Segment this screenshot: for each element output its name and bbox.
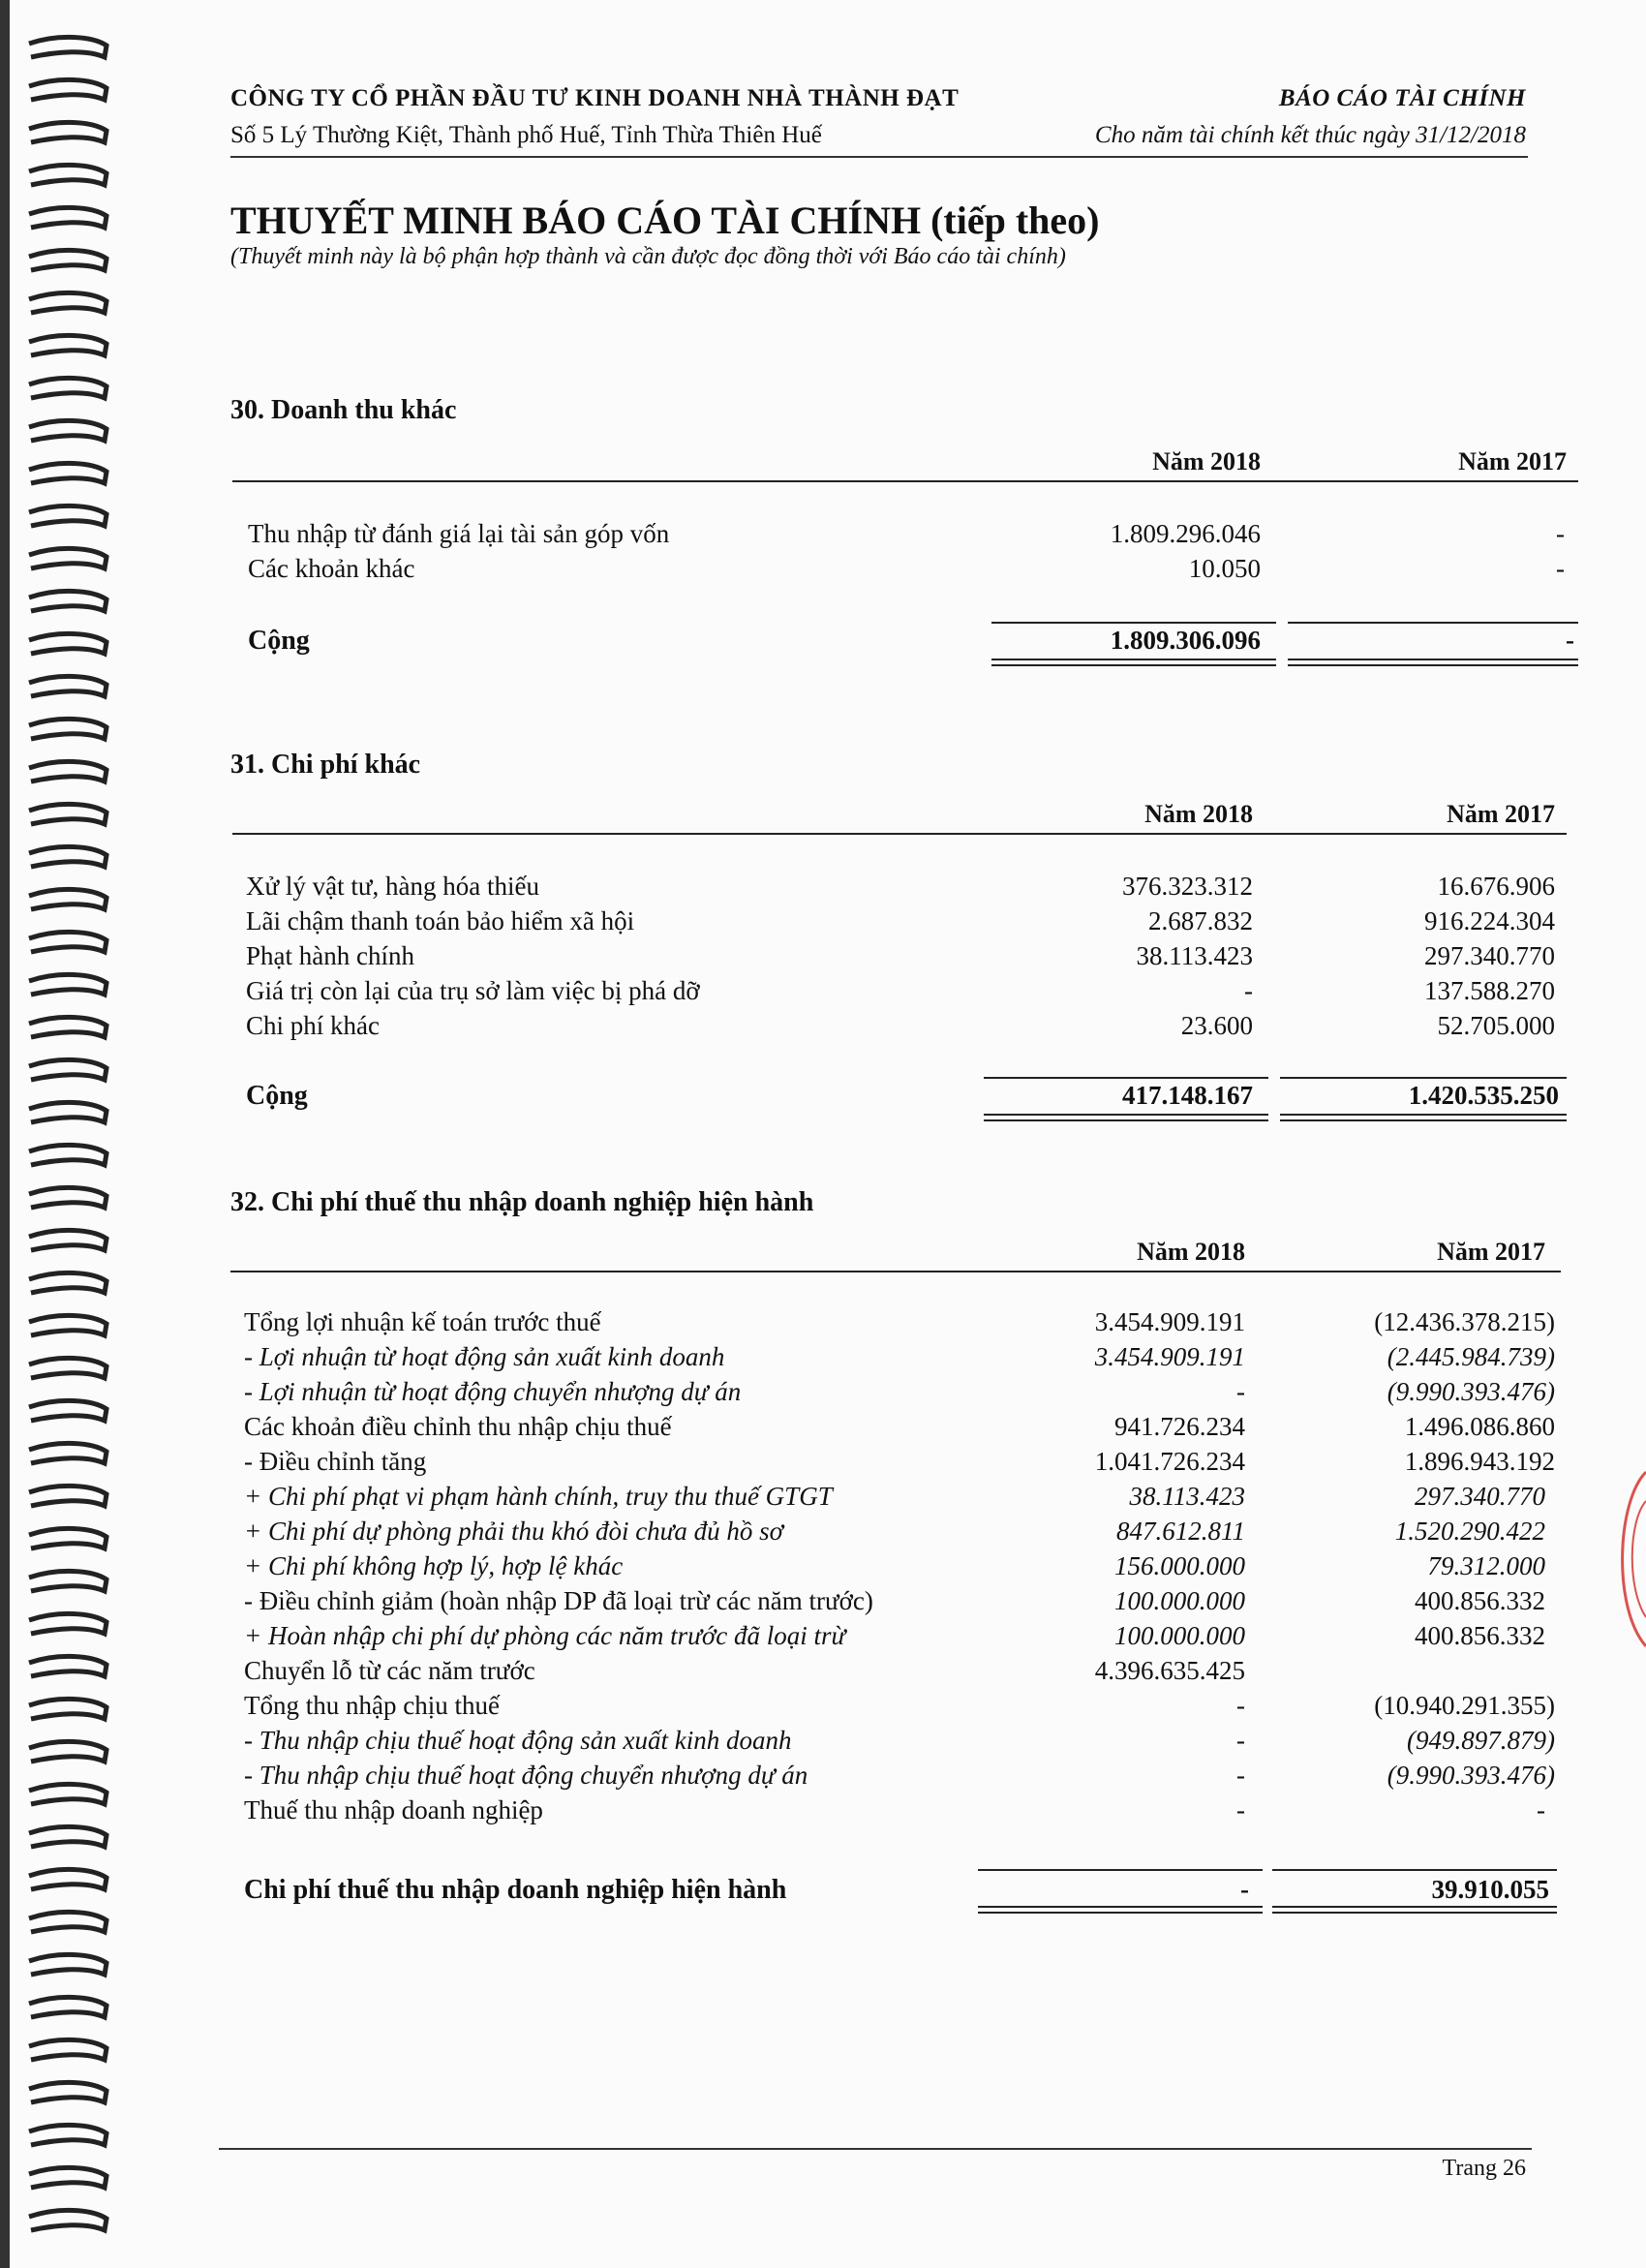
table-cell-2017: 916.224.304	[1424, 906, 1555, 935]
table-header-rule	[230, 1271, 1561, 1272]
binding-coil	[29, 165, 107, 185]
binding-coil	[29, 1102, 107, 1122]
binding-coil	[29, 1358, 107, 1378]
total-double-rule	[984, 1114, 1268, 1121]
table-row-label: Thu nhập từ đánh giá lại tài sản góp vốn	[248, 519, 670, 548]
table-row-label: - Thu nhập chịu thuế hoạt động chuyển nhượng dự án	[244, 1761, 808, 1790]
binding-coil	[29, 2082, 107, 2102]
table-row-label: Các khoản điều chỉnh thu nhập chịu thuế	[244, 1412, 672, 1441]
binding-coil	[29, 633, 107, 654]
total-rule	[978, 1869, 1263, 1871]
binding-coil	[29, 1230, 107, 1250]
stamp-fragment	[1607, 1462, 1646, 1656]
binding-coil	[29, 591, 107, 611]
table-header-rule	[232, 833, 1567, 835]
report-type: BÁO CÁO TÀI CHÍNH	[1278, 85, 1526, 111]
report-period: Cho năm tài chính kết thúc ngày 31/12/2018	[1094, 122, 1526, 148]
binding-coil	[29, 1997, 107, 2017]
binding-coil	[29, 932, 107, 952]
total-2017: 39.910.055	[1431, 1875, 1549, 1904]
total-rule	[1280, 1077, 1567, 1079]
page-subtitle: (Thuyết minh này là bộ phận hợp thành và cần được đọc đồng thời với Báo cáo tài chính)	[230, 244, 1066, 269]
binding-coil	[29, 506, 107, 526]
spiral-binding	[0, 0, 116, 2268]
table-cell-2017: (2.445.984.739)	[1387, 1342, 1555, 1371]
total-double-rule	[991, 659, 1276, 666]
total-double-rule	[978, 1906, 1263, 1914]
binding-coil	[29, 1272, 107, 1293]
table-cell-2017: (9.990.393.476)	[1387, 1377, 1555, 1406]
table-cell-2018: 156.000.000	[1114, 1551, 1245, 1580]
table-cell-2017: (9.990.393.476)	[1387, 1761, 1555, 1790]
total-rule	[991, 622, 1276, 624]
table-row-label: Lãi chậm thanh toán bảo hiểm xã hội	[246, 906, 635, 935]
table-cell-2017: 400.856.332	[1415, 1586, 1545, 1615]
table-cell-2018: -	[1236, 1795, 1245, 1824]
table-cell-2017: 52.705.000	[1437, 1011, 1555, 1040]
binding-coil	[29, 2125, 107, 2145]
table-cell-2017: 137.588.270	[1424, 976, 1555, 1005]
col-header-2017: Năm 2017	[1447, 800, 1555, 828]
table-cell-2017: 1.896.943.192	[1404, 1447, 1555, 1476]
binding-coil	[29, 548, 107, 568]
binding-coil	[29, 2167, 107, 2188]
table-cell-2018: 847.612.811	[1116, 1517, 1245, 1546]
binding-coil	[29, 1826, 107, 1847]
section-title: 31. Chi phí khác	[230, 750, 421, 780]
table-cell-2018: 1.809.296.046	[1110, 519, 1261, 548]
table-header-rule	[232, 480, 1578, 482]
table-row-label: + Hoàn nhập chi phí dự phòng các năm trước đã loại trừ	[244, 1621, 846, 1650]
table-cell-2018: 38.113.423	[1136, 941, 1253, 970]
table-cell-2017: -	[1556, 554, 1565, 583]
binding-coil	[29, 1443, 107, 1463]
table-row-label: Phạt hành chính	[246, 941, 414, 970]
table-cell-2018: -	[1236, 1377, 1245, 1406]
binding-coil	[29, 846, 107, 867]
table-cell-2017: 1.520.290.422	[1394, 1517, 1545, 1546]
table-cell-2018: 3.454.909.191	[1094, 1307, 1245, 1336]
col-header-2018: Năm 2018	[1144, 800, 1253, 828]
table-cell-2017: (10.940.291.355)	[1374, 1691, 1555, 1720]
table-cell-2017: (12.436.378.215)	[1374, 1307, 1555, 1336]
table-cell-2017: 79.312.000	[1427, 1551, 1545, 1580]
table-row-label: + Chi phí phạt vi phạm hành chính, truy thu thuế GTGT	[244, 1482, 833, 1511]
table-row-label: Tổng lợi nhuận kế toán trước thuế	[244, 1307, 601, 1336]
table-cell-2018: -	[1236, 1726, 1245, 1755]
header-divider	[230, 156, 1528, 158]
total-2018: 1.809.306.096	[1110, 626, 1261, 655]
binding-coil	[29, 761, 107, 782]
binding-coil	[29, 2039, 107, 2060]
section-title: 30. Doanh thu khác	[230, 395, 457, 425]
total-rule	[1272, 1869, 1557, 1871]
table-cell-2018: 10.050	[1188, 554, 1261, 583]
table-row-label: - Thu nhập chịu thuế hoạt động sản xuất kinh doanh	[244, 1726, 792, 1755]
footer-divider	[219, 2148, 1532, 2150]
total-double-rule	[1288, 659, 1578, 666]
table-cell-2018: 23.600	[1180, 1011, 1253, 1040]
binding-coil	[29, 1954, 107, 1975]
binding-coil	[29, 420, 107, 441]
table-cell-2018: 941.726.234	[1114, 1412, 1245, 1441]
binding-coil	[29, 378, 107, 398]
col-header-2018: Năm 2018	[1137, 1238, 1245, 1266]
company-address: Số 5 Lý Thường Kiệt, Thành phố Huế, Tỉnh Thừa Thiên Huế	[230, 122, 822, 148]
table-cell-2018: -	[1244, 976, 1253, 1005]
binding-coil	[29, 1571, 107, 1591]
binding-coil	[29, 463, 107, 483]
table-cell-2017: -	[1537, 1795, 1545, 1824]
table-cell-2018: -	[1236, 1761, 1245, 1790]
company-name: CÔNG TY CỔ PHẦN ĐẦU TƯ KINH DOANH NHÀ THÀNH ĐẠT	[230, 85, 960, 111]
binding-coil	[29, 1145, 107, 1165]
total-2017: 1.420.535.250	[1408, 1081, 1559, 1110]
total-double-rule	[1272, 1906, 1557, 1914]
table-row-label: Thuế thu nhập doanh nghiệp	[244, 1795, 543, 1824]
binding-coil	[29, 1741, 107, 1762]
binding-coil	[29, 1784, 107, 1804]
total-2018: 417.148.167	[1122, 1081, 1253, 1110]
binding-coil	[29, 2210, 107, 2230]
table-cell-2017: (949.897.879)	[1407, 1726, 1555, 1755]
col-header-2018: Năm 2018	[1152, 447, 1261, 475]
total-double-rule	[1280, 1114, 1567, 1121]
binding-coil	[29, 1059, 107, 1080]
page-number: Trang 26	[1442, 2156, 1526, 2181]
binding-coil	[29, 250, 107, 270]
table-cell-2018: 38.113.423	[1129, 1482, 1245, 1511]
binding-coil	[29, 719, 107, 739]
col-header-2017: Năm 2017	[1458, 447, 1567, 475]
binding-coil	[29, 1912, 107, 1932]
table-row-label: + Chi phí dự phòng phải thu khó đòi chưa đủ hồ sơ	[244, 1517, 784, 1546]
total-rule	[984, 1077, 1268, 1079]
table-cell-2017: 297.340.770	[1424, 941, 1555, 970]
table-cell-2018: 4.396.635.425	[1094, 1656, 1245, 1685]
binding-coil	[29, 1400, 107, 1421]
total-2017: -	[1566, 626, 1574, 655]
table-cell-2018: 100.000.000	[1114, 1621, 1245, 1650]
table-row-label: Các khoản khác	[248, 554, 415, 583]
binding-coil	[29, 292, 107, 313]
binding-coil	[29, 1869, 107, 1889]
table-cell-2018: 2.687.832	[1148, 906, 1253, 935]
table-cell-2017: 16.676.906	[1437, 872, 1555, 901]
binding-coil	[29, 1187, 107, 1208]
binding-coil	[29, 122, 107, 142]
table-row-label: Xử lý vật tư, hàng hóa thiếu	[246, 872, 539, 901]
binding-coil	[29, 37, 107, 57]
table-row-label: Giá trị còn lại của trụ sở làm việc bị phá dỡ	[246, 976, 700, 1005]
table-cell-2018: 3.454.909.191	[1094, 1342, 1245, 1371]
binding-coil	[29, 889, 107, 909]
table-cell-2017: -	[1556, 519, 1565, 548]
binding-coil	[29, 1486, 107, 1506]
table-cell-2017: 400.856.332	[1415, 1621, 1545, 1650]
table-cell-2018: 376.323.312	[1122, 872, 1253, 901]
binding-coil	[29, 804, 107, 824]
table-row-label: Chuyển lỗ từ các năm trước	[244, 1656, 535, 1685]
table-cell-2017: 1.496.086.860	[1404, 1412, 1555, 1441]
table-row-label: Tổng thu nhập chịu thuế	[244, 1691, 500, 1720]
binding-coil	[29, 676, 107, 696]
table-row-label: Chi phí khác	[246, 1011, 380, 1040]
total-label: Cộng	[248, 626, 310, 656]
total-label: Cộng	[246, 1081, 308, 1111]
binding-coil	[29, 1315, 107, 1335]
binding-coil	[29, 1017, 107, 1037]
binding-coil	[29, 1699, 107, 1719]
total-label: Chi phí thuế thu nhập doanh nghiệp hiện hành	[244, 1875, 787, 1905]
section-title: 32. Chi phí thuế thu nhập doanh nghiệp hiện hành	[230, 1187, 814, 1217]
binding-coil	[29, 1613, 107, 1634]
total-2018: -	[1240, 1875, 1249, 1904]
binding-coil	[29, 974, 107, 995]
table-cell-2018: 100.000.000	[1114, 1586, 1245, 1615]
binding-coil	[29, 1656, 107, 1676]
table-cell-2018: 1.041.726.234	[1094, 1447, 1245, 1476]
binding-coil	[29, 79, 107, 100]
table-row-label: - Điều chỉnh tăng	[244, 1447, 427, 1476]
table-cell-2017: 297.340.770	[1415, 1482, 1545, 1511]
table-row-label: - Điều chỉnh giảm (hoàn nhập DP đã loại trừ các năm trước)	[244, 1586, 873, 1615]
total-rule	[1288, 622, 1578, 624]
binding-coil	[29, 207, 107, 228]
binding-coil	[29, 335, 107, 355]
table-row-label: + Chi phí không hợp lý, hợp lệ khác	[244, 1551, 624, 1580]
page-title: THUYẾT MINH BÁO CÁO TÀI CHÍNH (tiếp theo)	[230, 199, 1100, 242]
col-header-2017: Năm 2017	[1437, 1238, 1545, 1266]
table-row-label: - Lợi nhuận từ hoạt động sản xuất kinh doanh	[244, 1342, 725, 1371]
binding-coil	[29, 1528, 107, 1548]
table-row-label: - Lợi nhuận từ hoạt động chuyển nhượng dự án	[244, 1377, 742, 1406]
table-cell-2018: -	[1236, 1691, 1245, 1720]
